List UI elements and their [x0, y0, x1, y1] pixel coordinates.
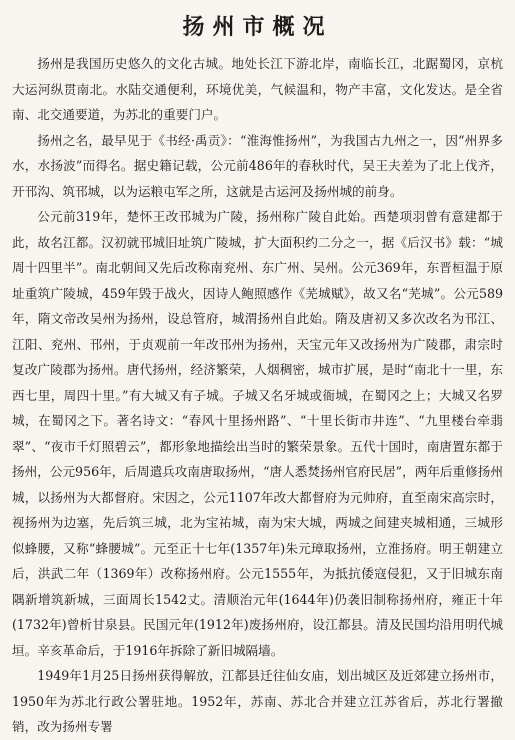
- document-body: [12, 51, 503, 740]
- paragraph-history: 公元前319年，楚怀王改邗城为广陵，扬州称广陵自此始。西楚项羽曾有意建都于此，故名江都。汉初就邗城旧址筑广陵城，扩大面积约二分之一，据《后汉书》载：“城周十四里半”。南北朝间又先后改称南兖州、东广州、吴州。公元369年，东晋桓温于原址重筑广陵城，459年毁于战火，因诗人鲍照感作《芜城赋》，故又名“芜城”。公元589年，隋文帝改吴州为扬州，设总管府，城渭扬州自此始。隋及唐初又多次改名为邗江、江阳、兖州、邗州，于贞观前一年改邗州为扬州，天宝元年又改扬州为广陵郡，肃宗时复改广陵郡为扬州。唐代扬州，经济繁荣，人烟稠密，城市扩展，是时“南北十一里，东西七里，周四十里。”有大城又有子城。子城又名牙城或衙城，在蜀冈之上；大城又名罗城，在蜀冈之下。著名诗文：“春风十里扬州路”、“十里长街市井连”、“九里楼台牵翡翠”、“夜市千灯照碧云”，都形象地描绘出当时的繁荣景象。五代十国时，南唐置东都于扬州，公元956年，后周遣兵攻南唐取扬州，“唐人悉焚扬州官府民居”，两年后重修扬州城，以扬州为大都督府。宋因之，公元1107年改大都督府为元帅府，直至南宋高宗时，视扬州为边塞，先后筑三城，北为宝祐城，南为宋大城，两城之间建夹城相通，三城形似蜂腰，又称“蜂腰城”。元至正十七年(1357年)朱元璋取扬州，立淮扬府。明王朝建立后，洪武二年（1369年）改称扬州府。公元1555年，为抵抗倭寇侵犯，又于旧城东南隅新增筑新城，三面周长1542丈。清顺治元年(1644年)仍袭旧制称扬州府，雍正十年(1732年)曾析甘泉县。民国元年(1912年)废扬州府，设江都县。清及民国均沿用明代城垣。辛亥革命后，于1916年拆除了新旧城隔墙。: [12, 209, 503, 658]
- paragraph-name-origin: 扬州之名，最早见于《书经·禹贡》：“淮海惟扬州”，为我国古九州之一，因“州界多水，水扬波”而得名。据史籍记载，公元前486年的春秋时代，吴王夫差为了北上伐齐，开邗沟、筑邗城，以为运粮屯军之所，这就是古运河及扬州城的前身。: [12, 132, 503, 199]
- paragraph-intro: 扬州是我国历史悠久的文化古城。地处长江下游北岸，南临长江，北踞蜀冈，京杭大运河纵贯南北。水陆交通便利，环境优美，气候温和，物产丰富，文化发达。是全省南、北交通要道，为苏北的重要门户。: [12, 56, 503, 122]
- paragraph-liberation: 1949年1月25日扬州获得解放，江都县迁往仙女庙，划出城区及近郊建立扬州市，1950年为苏北行政公署驻地。1952年，苏南、苏北合并建立江苏省后，苏北行署撤销，改为扬州专署: [12, 668, 503, 734]
- page-title: 扬州市概况: [182, 15, 333, 40]
